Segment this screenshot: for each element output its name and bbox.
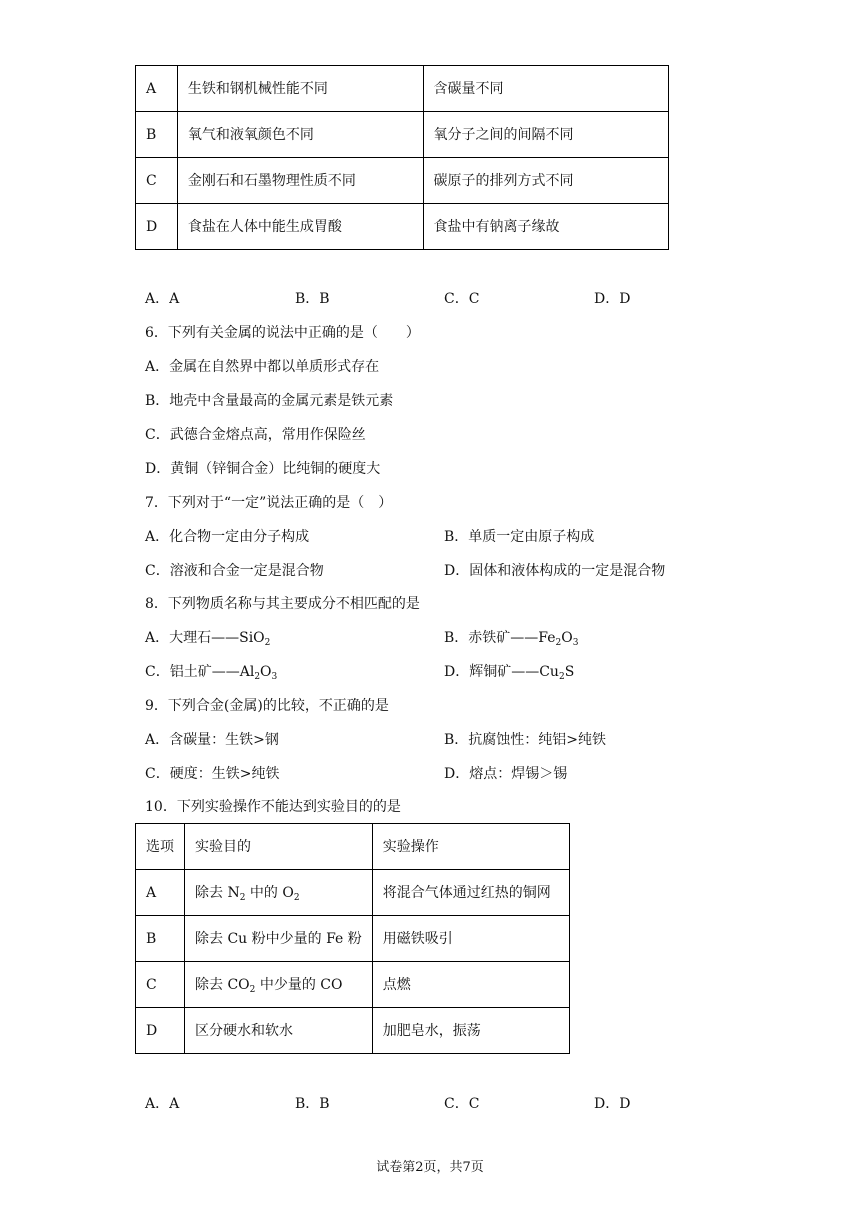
table-cell: C [136,158,178,204]
q7-option-b: B．单质一定由原子构成 [444,529,595,545]
q10-option-c: C．C [444,1096,480,1112]
q8-option-b: B．赤铁矿$——Fe_2O_3$ [444,630,579,648]
table-header-row [136,824,570,870]
q7-option-d: D．固体和液体构成的一定是混合物 [444,563,666,579]
q10-option-b: B．B [295,1096,330,1112]
table-cell: 碳原子的排列方式不同 [423,158,668,204]
q10-stem: 10．下列实验操作不能达到实验目的的是 [145,799,401,815]
table-cell: D [136,204,178,250]
table-cell: A [136,870,185,916]
table-cell: 氧分子之间的间隔不同 [423,112,668,158]
table-cell: D [136,1008,185,1054]
q5-option-b: B．B [295,291,330,307]
table-cell: 除去 $N_2$ 中的 $O_2$ [185,870,373,916]
q9-option-d: D．熔点：焊锡＞锡 [444,766,568,782]
table-row [136,962,570,1008]
table-header-cell: 实验目的 [185,824,373,870]
table-row [136,66,669,112]
q10-option-d: D．D [594,1096,631,1112]
q5-option-c: C．C [444,291,480,307]
table-cell: 食盐中有钠离子缘故 [423,204,668,250]
q9-option-a: A．含碳量：生铁>钢 [145,732,279,748]
q8-stem: 8．下列物质名称与其主要成分不相匹配的是 [145,596,420,612]
table-cell: B [136,112,178,158]
table-cell: 含碳量不同 [423,66,668,112]
table-cell: A [136,66,178,112]
table-row [136,204,669,250]
table-cell: 加肥皂水，振荡 [372,1008,569,1054]
q9-option-b: B．抗腐蚀性：纯铝>纯铁 [444,732,607,748]
page-footer: 试卷第2页，共7页 [376,1160,484,1175]
table-cell: 将混合气体通过红热的铜网 [372,870,569,916]
q7-stem: 7．下列对于“一定”说法正确的是（ ） [145,495,393,511]
table-row [136,870,570,916]
q7-option-a: A．化合物一定由分子构成 [145,529,310,545]
table-cell: 金刚石和石墨物理性质不同 [177,158,423,204]
q8-option-a: A．大理石——SiO$_2$ [145,630,271,648]
experiment-table [135,823,570,1054]
table-header-cell: 选项 [136,824,185,870]
table-header-cell: 实验操作 [372,824,569,870]
q6-option-d: D．黄铜（锌铜合金）比纯铜的硬度大 [145,461,381,477]
table-row [136,112,669,158]
table-cell: 除去 $CO_2$ 中少量的 CO [185,962,373,1008]
table-row [136,158,669,204]
q5-option-a: A．A [145,291,180,307]
table-cell: 用磁铁吸引 [372,916,569,962]
table-cell: 生铁和钢机械性能不同 [177,66,423,112]
q6-option-c: C．武德合金熔点高，常用作保险丝 [145,427,366,443]
table-cell: 点燃 [372,962,569,1008]
table-cell: 除去 Cu 粉中少量的 Fe 粉 [185,916,373,962]
table-row [136,1008,570,1054]
table-cell: 区分硬水和软水 [185,1008,373,1054]
table-cell: 食盐在人体中能生成胃酸 [177,204,423,250]
q8-option-c: C．铝土矿$——Al_2O_3$ [145,664,278,682]
q6-stem: 6．下列有关金属的说法中正确的是（ ） [145,325,420,341]
q6-option-a: A．金属在自然界中都以单质形式存在 [145,359,380,375]
table-cell: B [136,916,185,962]
q6-option-b: B．地壳中含量最高的金属元素是铁元素 [145,393,394,409]
q8-option-d: D．辉铜矿$——Cu_2S$ [444,664,575,682]
table-cell: C [136,962,185,1008]
q9-option-c: C．硬度：生铁>纯铁 [145,766,280,782]
q7-option-c: C．溶液和合金一定是混合物 [145,563,324,579]
q10-option-a: A．A [145,1096,180,1112]
table-row [136,916,570,962]
q9-stem: 9．下列合金(金属)的比较，不正确的是 [145,698,389,714]
comparison-table [135,65,669,250]
table-cell: 氧气和液氧颜色不同 [177,112,423,158]
q5-option-d: D．D [594,291,631,307]
